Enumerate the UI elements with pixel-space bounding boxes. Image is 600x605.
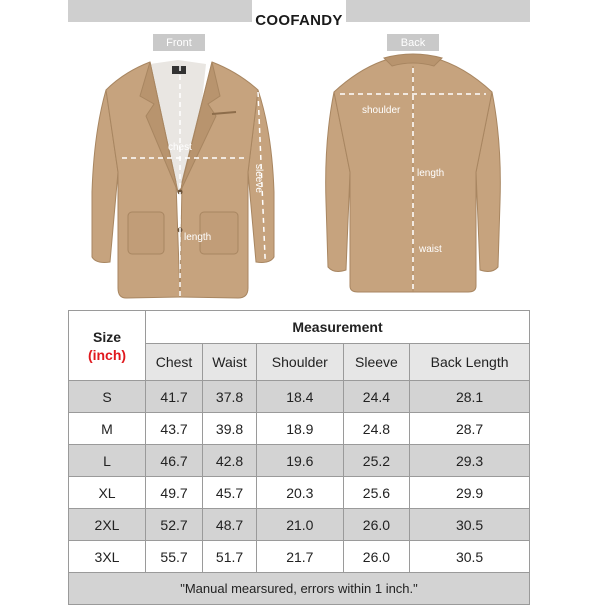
size-label: Size	[92, 328, 121, 345]
table-cell: 30.5	[410, 509, 530, 541]
front-length-label: length	[184, 232, 212, 243]
size-cell: L	[69, 445, 146, 477]
table-cell: 39.8	[203, 413, 257, 445]
table-cell: 43.7	[146, 413, 203, 445]
column-header-back-length: Back Length	[410, 344, 530, 381]
column-header-shoulder: Shoulder	[256, 344, 343, 381]
size-chart-table	[68, 310, 530, 605]
table-row	[69, 509, 530, 541]
table-cell: 19.6	[256, 445, 343, 477]
table-cell: 46.7	[146, 445, 203, 477]
table-cell: 42.8	[203, 445, 257, 477]
back-length-label: length	[417, 168, 445, 179]
column-header-chest: Chest	[146, 344, 203, 381]
table-cell: 26.0	[343, 541, 410, 573]
table-cell: 18.9	[256, 413, 343, 445]
front-view-label: Front	[153, 34, 205, 51]
table-cell: 51.7	[203, 541, 257, 573]
table-row	[69, 541, 530, 573]
table-cell: 20.3	[256, 477, 343, 509]
table-cell: 25.2	[343, 445, 410, 477]
chest-label: chest	[168, 142, 192, 153]
table-row	[69, 445, 530, 477]
table-cell: 21.0	[256, 509, 343, 541]
table-row	[69, 413, 530, 445]
size-cell: S	[69, 381, 146, 413]
table-cell: 52.7	[146, 509, 203, 541]
size-cell: 3XL	[69, 541, 146, 573]
size-column-header	[69, 311, 146, 381]
sleeve-label: sleeve	[253, 164, 264, 193]
measurement-group-header: Measurement	[146, 311, 530, 344]
shoulder-label: shoulder	[362, 105, 401, 116]
size-cell: M	[69, 413, 146, 445]
table-cell: 29.9	[410, 477, 530, 509]
column-header-sleeve: Sleeve	[343, 344, 410, 381]
table-cell: 24.4	[343, 381, 410, 413]
brand-logo: COOFANDY	[252, 0, 346, 40]
table-cell: 45.7	[203, 477, 257, 509]
size-cell: 2XL	[69, 509, 146, 541]
unit-label: (inch)	[87, 346, 127, 363]
table-cell: 21.7	[256, 541, 343, 573]
table-cell: 25.6	[343, 477, 410, 509]
back-jacket-illustration	[322, 52, 504, 297]
column-header-waist: Waist	[203, 344, 257, 381]
table-cell: 29.3	[410, 445, 530, 477]
front-jacket-illustration	[88, 52, 278, 302]
table-cell: 18.4	[256, 381, 343, 413]
table-row	[69, 477, 530, 509]
size-cell: XL	[69, 477, 146, 509]
table-cell: 41.7	[146, 381, 203, 413]
table-cell: 30.5	[410, 541, 530, 573]
table-cell: 48.7	[203, 509, 257, 541]
measurement-note: "Manual mearsured, errors within 1 inch."	[69, 573, 530, 605]
table-cell: 24.8	[343, 413, 410, 445]
table-cell: 49.7	[146, 477, 203, 509]
table-cell: 55.7	[146, 541, 203, 573]
table-cell: 26.0	[343, 509, 410, 541]
table-cell: 28.1	[410, 381, 530, 413]
table-cell: 37.8	[203, 381, 257, 413]
table-row	[69, 381, 530, 413]
back-view-label: Back	[387, 34, 439, 51]
waist-label: waist	[419, 244, 442, 255]
table-cell: 28.7	[410, 413, 530, 445]
